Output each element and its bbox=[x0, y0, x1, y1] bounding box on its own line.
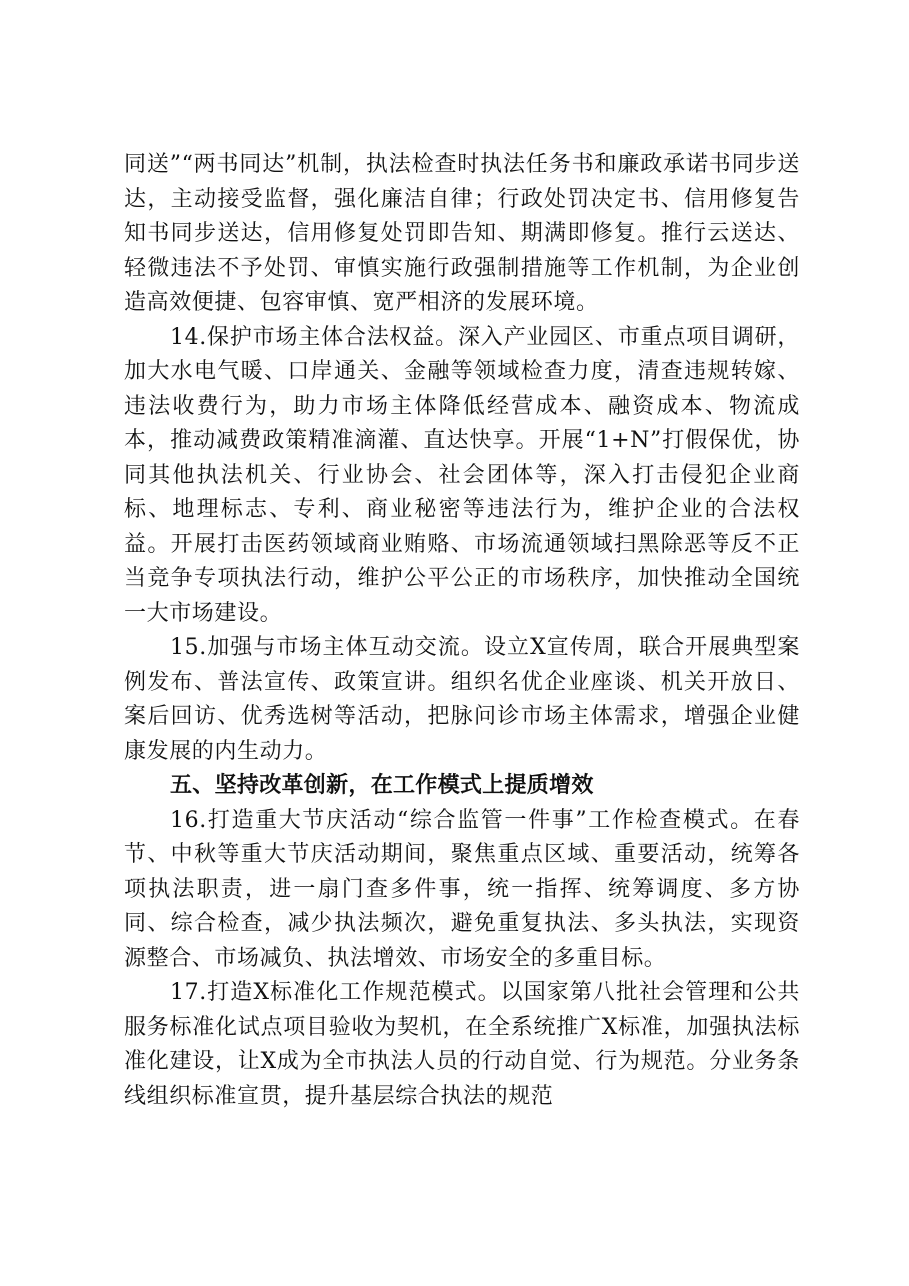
paragraph-item-15: 15.加强与市场主体互动交流。设立X宣传周，联合开展典型案例发布、普法宣传、政策宣讲。组织名优企业座谈、机关开放日、案后回访、优秀选树等活动，把脉问诊市场主体需求，增强企业健康发展的内生动力。 bbox=[124, 635, 800, 764]
paragraph-item-17: 17.打造X标准化工作规范模式。以国家第八批社会管理和公共服务标准化试点项目验收为契机，在全系统推广X标准，加强执法标准化建设，让X成为全市执法人员的行动自觉、行为规范。分业务条线组织标准宣贯，提升基层综合执法的规范 bbox=[124, 980, 800, 1109]
paragraph-continuation: 同送”“两书同达”机制，执法检查时执法任务书和廉政承诺书同步送达，主动接受监督，强化廉洁自律；行政处罚决定书、信用修复告知书同步送达，信用修复处罚即告知、期满即修复。推行云送达、轻微违法不予处罚、审慎实施行政强制措施等工作机制，为企业创造高效便捷、包容审慎、宽严相济的发展环境。 bbox=[124, 152, 800, 315]
section-heading-5: 五、坚持改革创新，在工作模式上提质增效 bbox=[170, 773, 594, 798]
paragraph-item-14: 14.保护市场主体合法权益。深入产业园区、市重点项目调研，加大水电气暖、口岸通关、金融等领域检查力度，清查违规转嫁、违法收费行为，助力市场主体降低经营成本、融资成本、物流成本，推动减费政策精准滴灌、直达快享。开展“1+N”打假保优，协同其他执法机关、行业协会、社会团体等，深入打击侵犯企业商标、地理标志、专利、商业秘密等违法行为，维护企业的合法权益。开展打击医药领域商业贿赂、市场流通领域扫黑除恶等反不正当竞争专项执法行动，维护公平公正的市场秩序，加快推动全国统一大市场建设。 bbox=[124, 324, 800, 626]
document-page bbox=[124, 148, 800, 1114]
paragraph-item-16: 16.打造重大节庆活动“综合监管一件事”工作检查模式。在春节、中秋等重大节庆活动期间，聚焦重点区域、重要活动，统筹各项执法职责，进一扇门查多件事，统一指挥、统筹调度、多方协同、综合检查，减少执法频次，避免重复执法、多头执法，实现资源整合、市场减负、执法增效、市场安全的多重目标。 bbox=[124, 807, 800, 971]
